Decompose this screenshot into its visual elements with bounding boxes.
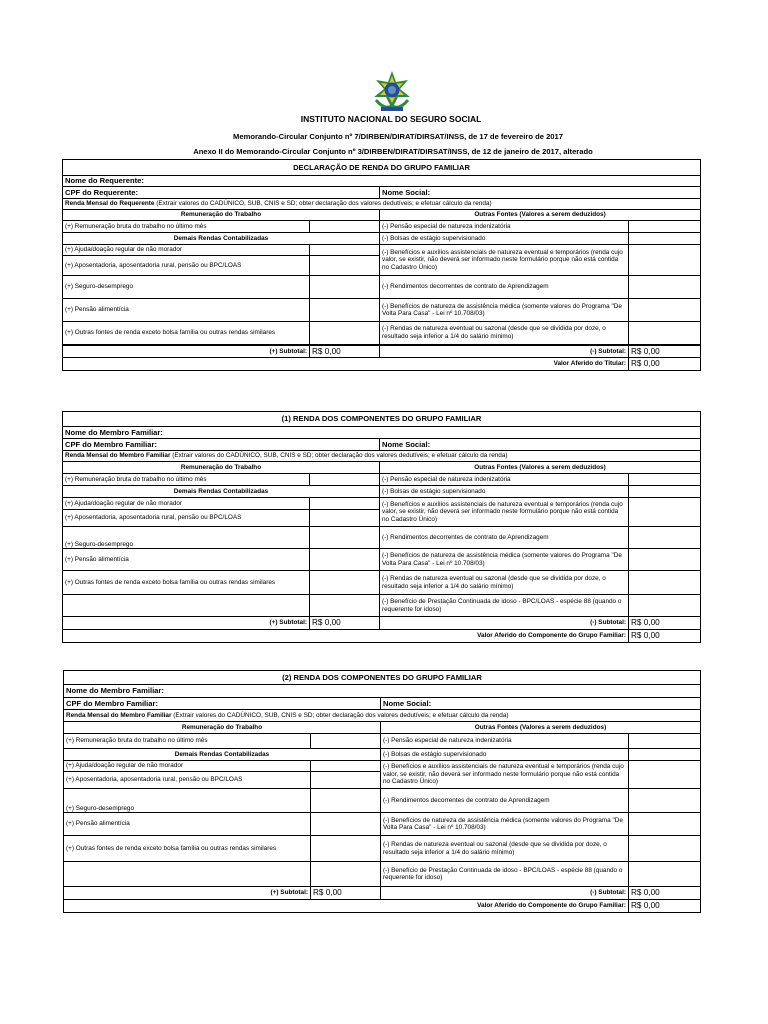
seguro-desemprego-label: (+) Seguro-desemprego bbox=[64, 789, 311, 813]
aposentadoria-input[interactable] bbox=[310, 510, 380, 527]
ajuda-doacao-input[interactable] bbox=[310, 245, 380, 256]
seguro-desemprego-input[interactable] bbox=[310, 276, 380, 299]
bpc-idoso-label: (-) Benefício de Prestação Continuada de idoso - BPC/LOAS - espécie 88 (quando o requerente for idoso) bbox=[381, 862, 629, 887]
subtotal-minus-label: (-) Subtotal: bbox=[380, 345, 629, 358]
subtotal-minus-value: R$ 0,00 bbox=[629, 887, 701, 900]
outras-fontes-input[interactable] bbox=[310, 322, 380, 345]
pensao-alimenticia-input[interactable] bbox=[311, 813, 381, 836]
renda-instructions bbox=[63, 451, 701, 462]
beneficios-assistenciais-label: (-) Benefícios e auxílios assistenciais de natureza eventual e temporários (renda cujo valor, se existir, não deverá ser informado neste formulário porque não está contida no Cadastro Único) bbox=[381, 761, 629, 789]
beneficios-assistenciais-input[interactable] bbox=[629, 761, 701, 789]
outras-fontes-header: Outras Fontes (Valores a serem deduzidos) bbox=[380, 210, 701, 221]
pensao-especial-input[interactable] bbox=[629, 474, 701, 486]
pensao-especial-label: (-) Pensão especial de natureza indenizatória bbox=[381, 734, 629, 749]
pensao-especial-input[interactable] bbox=[629, 734, 701, 749]
aprendizagem-label: (-) Rendimentos decorrentes de contrato de Aprendizagem bbox=[380, 527, 629, 549]
section-title: (1) RENDA DOS COMPONENTES DO GRUPO FAMILIAR bbox=[63, 412, 701, 427]
renda-eventual-input[interactable] bbox=[629, 836, 701, 862]
membro-cpf-field[interactable]: CPF do Membro Familiar: bbox=[64, 698, 381, 710]
assistencia-medica-label: (-) Benefícios de natureza de assistência médica (somente valores do Programa "De Volta Para Casa" - Lei nº 10.708/03) bbox=[380, 299, 629, 322]
seguro-desemprego-label: (+) Seguro-desemprego bbox=[63, 527, 310, 549]
seguro-desemprego-label: (+) Seguro-desemprego bbox=[63, 276, 310, 299]
assistencia-medica-label: (-) Benefícios de natureza de assistência médica (somente valores do Programa "De Volta Para Casa" - Lei nº 10.708/03) bbox=[380, 549, 629, 571]
ajuda-doacao-label: (+) Ajuda/doação regular de não morador bbox=[64, 761, 311, 772]
renda-eventual-label: (-) Rendas de natureza eventual ou sazonal (desde que se dividida por doze, o resultado seja inferior a 1/4 do salário mínimo) bbox=[380, 322, 629, 345]
aprendizagem-input[interactable] bbox=[629, 789, 701, 813]
pensao-alimenticia-label: (+) Pensão alimentícia bbox=[63, 549, 310, 571]
aprendizagem-label: (-) Rendimentos decorrentes de contrato de Aprendizagem bbox=[381, 789, 629, 813]
subtotal-minus-label: (-) Subtotal: bbox=[380, 617, 629, 630]
bolsas-estagio-input[interactable] bbox=[629, 233, 701, 245]
renda-eventual-input[interactable] bbox=[629, 571, 701, 595]
institute-title: INSTITUTO NACIONAL DO SEGURO SOCIAL bbox=[300, 114, 482, 124]
pensao-alimenticia-input[interactable] bbox=[310, 299, 380, 322]
ajuda-doacao-label: (+) Ajuda/doação regular de não morador bbox=[63, 498, 310, 510]
bpc-idoso-label: (-) Benefício de Prestação Continuada de idoso - BPC/LOAS - espécie 88 (quando o requerente for idoso) bbox=[380, 595, 629, 617]
renda-componente-1-table bbox=[62, 411, 701, 643]
empty-left-input[interactable] bbox=[310, 595, 380, 617]
pensao-especial-label: (-) Pensão especial de natureza indenizatória bbox=[380, 221, 629, 233]
outras-fontes-input[interactable] bbox=[311, 836, 381, 862]
ajuda-doacao-label: (+) Ajuda/doação regular de não morador bbox=[63, 245, 310, 256]
renda-label: Renda Mensal do Membro Familiar bbox=[65, 452, 171, 460]
beneficios-assistenciais-label: (-) Benefícios e auxílios assistenciais de natureza eventual e temporários (renda cujo valor, se existir, não deverá ser informado neste formulário porque não está contida no Cadastro Único) bbox=[380, 498, 629, 527]
subtotal-plus-value: R$ 0,00 bbox=[311, 887, 381, 900]
membro-name-field[interactable]: Nome do Membro Familiar: bbox=[64, 685, 701, 698]
renda-componente-2-table bbox=[63, 670, 701, 913]
membro-name-field[interactable]: Nome do Membro Familiar: bbox=[63, 427, 701, 439]
outras-fontes-input[interactable] bbox=[310, 571, 380, 595]
subtotal-minus-value: R$ 0,00 bbox=[629, 617, 701, 630]
total-value: R$ 0,00 bbox=[629, 630, 701, 643]
remuneracao-bruta-label: (+) Remuneração bruta do trabalho no último mês bbox=[63, 474, 310, 486]
pensao-alimenticia-input[interactable] bbox=[310, 549, 380, 571]
bolsas-estagio-label: (-) Bolsas de estágio supervisionado bbox=[380, 233, 629, 245]
section-title: DECLARAÇÃO DE RENDA DO GRUPO FAMILIAR bbox=[63, 160, 701, 176]
outras-fontes-label: (+) Outras fontes de renda exceto bolsa família ou outras rendas similares bbox=[63, 322, 310, 345]
membro-social-name-field[interactable]: Nome Social: bbox=[381, 698, 701, 710]
requerente-cpf-field[interactable]: CPF do Requerente: bbox=[63, 187, 380, 199]
beneficios-assistenciais-input[interactable] bbox=[629, 498, 701, 527]
pensao-especial-label: (-) Pensão especial de natureza indenizatória bbox=[380, 474, 629, 486]
remuneracao-bruta-input[interactable] bbox=[310, 221, 380, 233]
ajuda-doacao-input[interactable] bbox=[311, 761, 381, 772]
aposentadoria-input[interactable] bbox=[310, 256, 380, 276]
total-value: R$ 0,00 bbox=[629, 900, 701, 913]
assistencia-medica-input[interactable] bbox=[629, 549, 701, 571]
bpc-idoso-input[interactable] bbox=[629, 595, 701, 617]
remuneracao-header: Remuneração do Trabalho bbox=[63, 462, 380, 474]
requerente-name-field[interactable]: Nome do Requerente: bbox=[63, 176, 701, 187]
aposentadoria-label: (+) Aposentadoria, aposentadoria rural, pensão ou BPC/LOAS bbox=[64, 772, 311, 789]
remuneracao-header: Remuneração do Trabalho bbox=[64, 722, 381, 734]
declaration-table-requerente bbox=[62, 159, 701, 371]
remuneracao-bruta-input[interactable] bbox=[311, 734, 381, 749]
section-title: (2) RENDA DOS COMPONENTES DO GRUPO FAMILIAR bbox=[64, 671, 701, 685]
demais-rendas-header: Demais Rendas Contabilizadas bbox=[64, 749, 381, 761]
remuneracao-header: Remuneração do Trabalho bbox=[63, 210, 380, 221]
renda-note: (Extrair valores do CADÚNICO, SUB, CNIS e SD; obter declaração dos valores dedutíveis; e efetuar cálculo da renda) bbox=[170, 452, 508, 460]
outras-fontes-header: Outras Fontes (Valores a serem deduzidos) bbox=[380, 462, 701, 474]
renda-note: (Extrair valores do CADÚNICO, SUB, CNIS e SD; obter declaração dos valores dedutíveis; e efetuar cálculo da renda) bbox=[171, 711, 509, 719]
membro-cpf-field[interactable]: CPF do Membro Familiar: bbox=[63, 439, 380, 451]
membro-social-name-field[interactable]: Nome Social: bbox=[380, 439, 701, 451]
total-value: R$ 0,00 bbox=[629, 358, 701, 371]
assistencia-medica-label: (-) Benefícios de natureza de assistência médica (somente valores do Programa "De Volta Para Casa" - Lei nº 10.708/03) bbox=[381, 813, 629, 836]
renda-instructions bbox=[63, 199, 701, 210]
subtotal-plus-value: R$ 0,00 bbox=[310, 617, 380, 630]
beneficios-assistenciais-input[interactable] bbox=[629, 245, 701, 276]
beneficios-assistenciais-label: (-) Benefícios e auxílios assistenciais de natureza eventual e temporários (renda cujo valor, se existir, não deverá ser informado neste formulário porque não está contida no Cadastro Único) bbox=[380, 245, 629, 276]
outras-fontes-label: (+) Outras fontes de renda exceto bolsa família ou outras rendas similares bbox=[64, 836, 311, 862]
seguro-desemprego-input[interactable] bbox=[311, 789, 381, 813]
renda-eventual-label: (-) Rendas de natureza eventual ou sazonal (desde que se dividida por doze, o resultado seja inferior a 1/4 do salário mínimo) bbox=[380, 571, 629, 595]
subtotal-plus-value: R$ 0,00 bbox=[310, 345, 380, 358]
memo-line-1: Memorando-Circular Conjunto nº 7/DIRBEN/DIRAT/DIRSAT/INSS, de 17 de fevereiro de 2017 bbox=[233, 132, 563, 141]
bolsas-estagio-label: (-) Bolsas de estágio supervisionado bbox=[381, 749, 629, 761]
bolsas-estagio-input[interactable] bbox=[629, 486, 701, 498]
pensao-especial-input[interactable] bbox=[629, 221, 701, 233]
assistencia-medica-input[interactable] bbox=[629, 299, 701, 322]
aprendizagem-input[interactable] bbox=[629, 527, 701, 549]
aposentadoria-input[interactable] bbox=[311, 772, 381, 789]
total-label: Valor Aferido do Componente do Grupo Familiar: bbox=[64, 900, 629, 913]
remuneracao-bruta-label: (+) Remuneração bruta do trabalho no último mês bbox=[64, 734, 311, 749]
renda-instructions bbox=[64, 710, 701, 722]
bpc-idoso-input[interactable] bbox=[629, 862, 701, 887]
aposentadoria-label: (+) Aposentadoria, aposentadoria rural, pensão ou BPC/LOAS bbox=[63, 510, 310, 527]
outras-fontes-label: (+) Outras fontes de renda exceto bolsa família ou outras rendas similares bbox=[63, 571, 310, 595]
seguro-desemprego-input[interactable] bbox=[310, 527, 380, 549]
aposentadoria-label: (+) Aposentadoria, aposentadoria rural, pensão ou BPC/LOAS bbox=[63, 256, 310, 276]
subtotal-plus-label: (+) Subtotal: bbox=[64, 887, 311, 900]
empty-left-cell bbox=[63, 595, 310, 617]
aprendizagem-input[interactable] bbox=[629, 276, 701, 299]
brazil-coat-of-arms-icon bbox=[370, 70, 414, 114]
remuneracao-bruta-label: (+) Remuneração bruta do trabalho no último mês bbox=[63, 221, 310, 233]
pensao-alimenticia-label: (+) Pensão alimentícia bbox=[64, 813, 311, 836]
total-label: Valor Aferido do Titular: bbox=[63, 358, 629, 371]
requerente-social-name-field[interactable]: Nome Social: bbox=[380, 187, 701, 199]
subtotal-minus-value: R$ 0,00 bbox=[629, 345, 701, 358]
subtotal-plus-label: (+) Subtotal: bbox=[63, 345, 310, 358]
renda-label: Renda Mensal do Requerente bbox=[65, 200, 155, 208]
pensao-alimenticia-label: (+) Pensão alimentícia bbox=[63, 299, 310, 322]
assistencia-medica-input[interactable] bbox=[629, 813, 701, 836]
bolsas-estagio-label: (-) Bolsas de estágio supervisionado bbox=[380, 486, 629, 498]
subtotal-plus-label: (+) Subtotal: bbox=[63, 617, 310, 630]
memo-line-2: Anexo II do Memorando-Circular Conjunto nº 3/DIRBEN/DIRAT/DIRSAT/INSS, de 12 de janeiro de 2017, alterado bbox=[193, 147, 593, 156]
empty-left-input[interactable] bbox=[311, 862, 381, 887]
outras-fontes-header: Outras Fontes (Valores a serem deduzidos) bbox=[381, 722, 701, 734]
bolsas-estagio-input[interactable] bbox=[629, 749, 701, 761]
subtotal-minus-label: (-) Subtotal: bbox=[381, 887, 629, 900]
renda-label: Renda Mensal do Membro Familiar bbox=[66, 711, 172, 719]
renda-eventual-input[interactable] bbox=[629, 322, 701, 345]
demais-rendas-header: Demais Rendas Contabilizadas bbox=[63, 233, 380, 245]
empty-left-cell bbox=[64, 862, 311, 887]
demais-rendas-header: Demais Rendas Contabilizadas bbox=[63, 486, 380, 498]
aprendizagem-label: (-) Rendimentos decorrentes de contrato de Aprendizagem bbox=[380, 276, 629, 299]
renda-eventual-label: (-) Rendas de natureza eventual ou sazonal (desde que se dividida por doze, o resultado seja inferior a 1/4 do salário mínimo) bbox=[381, 836, 629, 862]
renda-note: (Extrair valores do CADÚNICO, SUB, CNIS e SD; obter declaração dos valores dedutíveis; e efetuar cálculo da renda) bbox=[154, 200, 492, 208]
total-label: Valor Aferido do Componente do Grupo Familiar: bbox=[63, 630, 629, 643]
remuneracao-bruta-input[interactable] bbox=[310, 474, 380, 486]
ajuda-doacao-input[interactable] bbox=[310, 498, 380, 510]
